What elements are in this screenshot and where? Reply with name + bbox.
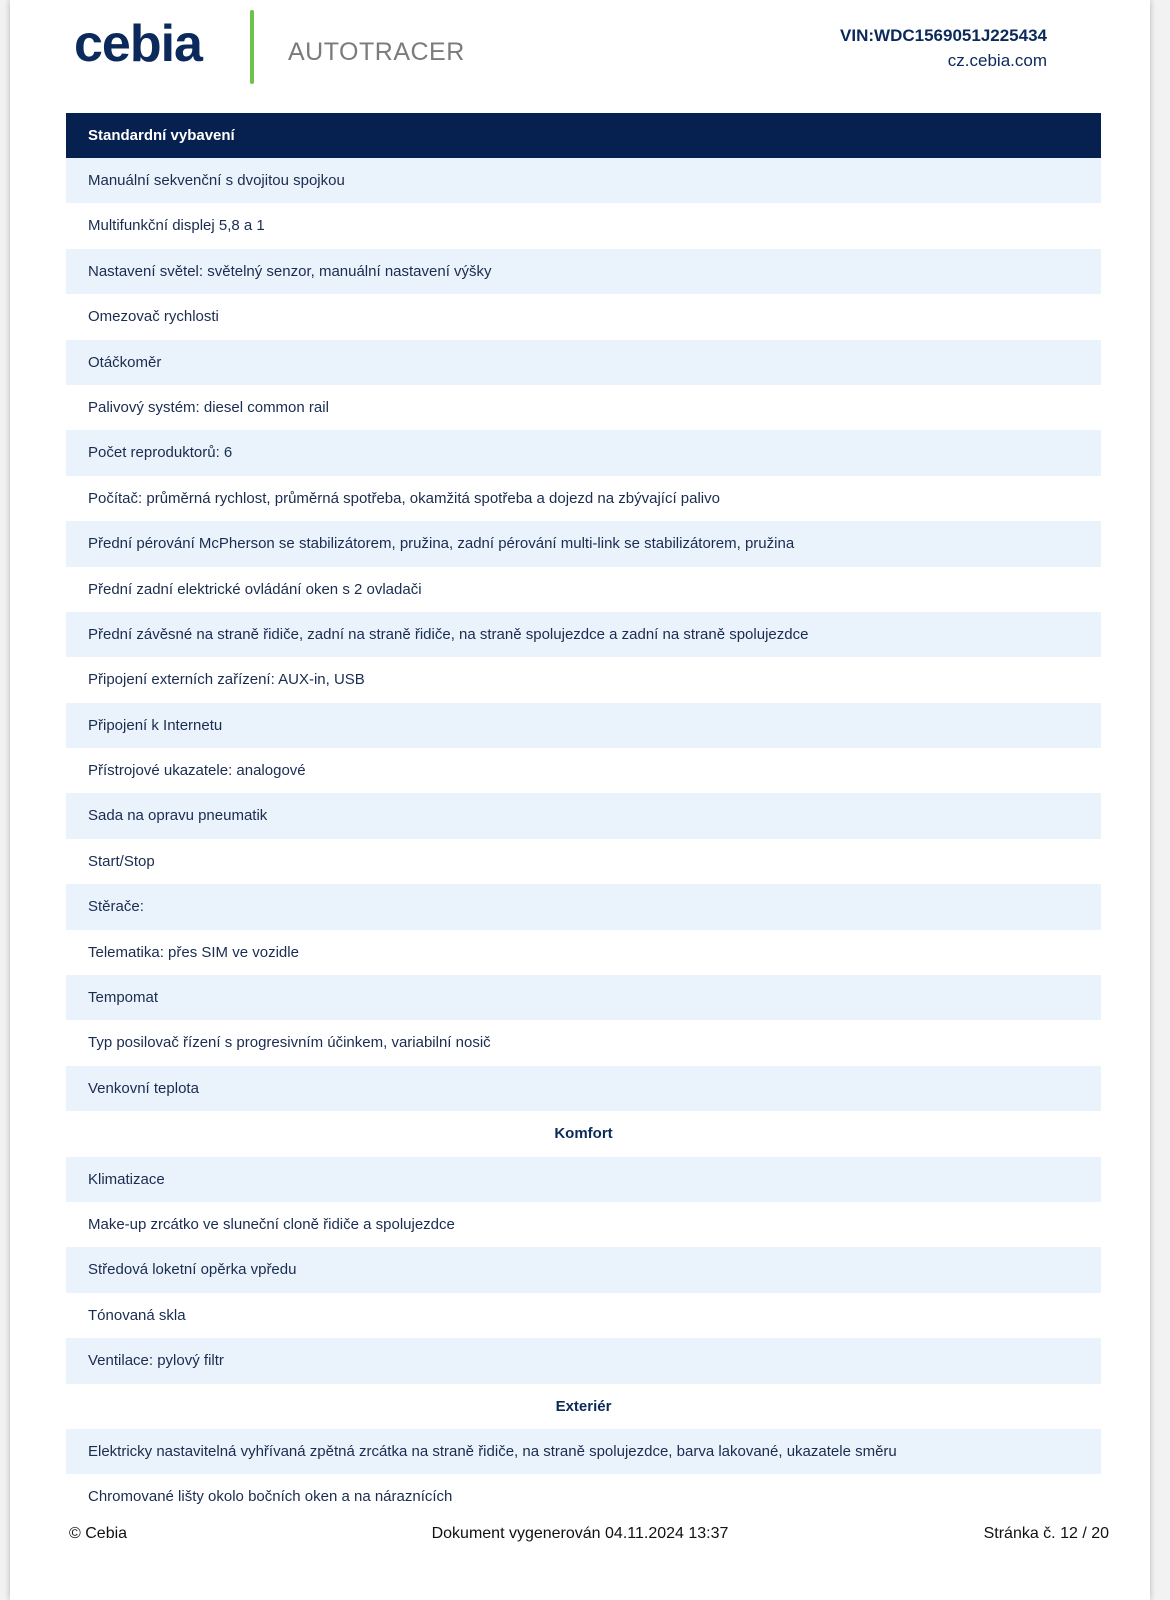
table-row: Tónovaná skla bbox=[88, 1306, 186, 1324]
table-row: Středová loketní opěrka vpředu bbox=[66, 1247, 1101, 1292]
table-row: Make-up zrcátko ve sluneční cloně řidiče a spolujezdce bbox=[88, 1215, 455, 1233]
table-row: Přední pérování McPherson se stabilizátorem, pružina, zadní pérování multi-link se stabilizátorem, pružina bbox=[66, 521, 1101, 566]
page-footer bbox=[10, 1522, 1150, 1546]
table-row: Klimatizace bbox=[66, 1157, 1101, 1202]
table-row: Sada na opravu pneumatik bbox=[66, 793, 1101, 838]
site-link[interactable]: cz.cebia.com bbox=[947, 51, 1047, 70]
table-row: Připojení externích zařízení: AUX-in, USB bbox=[88, 671, 365, 689]
table-row: Stěrače: bbox=[66, 884, 1101, 929]
table-row: Připojení k Internetu bbox=[66, 703, 1101, 748]
logo-divider bbox=[250, 10, 254, 84]
page-header bbox=[10, 0, 1150, 110]
table-row: Palivový systém: diesel common rail bbox=[88, 398, 329, 416]
cebia-logo: cebia bbox=[74, 15, 202, 73]
equipment-table bbox=[66, 113, 1101, 1520]
komfort-rows bbox=[66, 1157, 1101, 1384]
table-row: Chromované lišty okolo bočních oken a na náraznících bbox=[88, 1488, 453, 1506]
standard-rows bbox=[66, 158, 1101, 1111]
table-row: Multifunkční displej 5,8 a 1 bbox=[88, 217, 265, 235]
table-row: Omezovač rychlosti bbox=[88, 308, 219, 326]
table-row: Tempomat bbox=[66, 975, 1101, 1020]
table-row: Otáčkoměr bbox=[66, 340, 1101, 385]
table-row: Typ posilovač řízení s progresivním účinkem, variabilní nosič bbox=[88, 1034, 491, 1052]
table-row: Telematika: přes SIM ve vozidle bbox=[88, 943, 299, 961]
page-number: Stránka č. 12 / 20 bbox=[983, 1525, 1109, 1542]
vin-number: VIN:WDC1569051J225434 bbox=[840, 26, 1047, 45]
table-row: Přední závěsné na straně řidiče, zadní na straně řidiče, na straně spolujezdce a zadní na straně spolujezdce bbox=[66, 612, 1101, 657]
table-row: Manuální sekvenční s dvojitou spojkou bbox=[66, 158, 1101, 203]
table-row: Počítač: průměrná rychlost, průměrná spotřeba, okamžitá spotřeba a dojezd na zbývající palivo bbox=[88, 489, 720, 507]
section-title: Standardní vybavení bbox=[66, 113, 1101, 158]
table-row: Start/Stop bbox=[88, 852, 155, 870]
copyright: © Cebia bbox=[69, 1525, 128, 1542]
table-row: Přední zadní elektrické ovládání oken s 2 ovladači bbox=[88, 580, 422, 598]
generated-date: Dokument vygenerován 04.11.2024 13:37 bbox=[431, 1525, 729, 1542]
exterier-rows bbox=[66, 1429, 1101, 1520]
table-row: Nastavení světel: světelný senzor, manuální nastavení výšky bbox=[66, 249, 1101, 294]
table-row: Elektricky nastavitelná vyhřívaná zpětná zrcátka na straně řidiče, na straně spolujezdce, barva lakované, ukazatele směru bbox=[66, 1429, 1101, 1474]
subsection-title-exterier: Exteriér bbox=[555, 1397, 612, 1415]
document-page bbox=[10, 0, 1150, 1600]
table-row: Ventilace: pylový filtr bbox=[66, 1338, 1101, 1383]
table-row: Počet reproduktorů: 6 bbox=[66, 430, 1101, 475]
table-row: Venkovní teplota bbox=[66, 1066, 1101, 1111]
subsection-title-komfort: Komfort bbox=[554, 1125, 613, 1143]
product-name: AUTOTRACER bbox=[288, 38, 465, 66]
table-row: Přístrojové ukazatele: analogové bbox=[88, 762, 306, 780]
